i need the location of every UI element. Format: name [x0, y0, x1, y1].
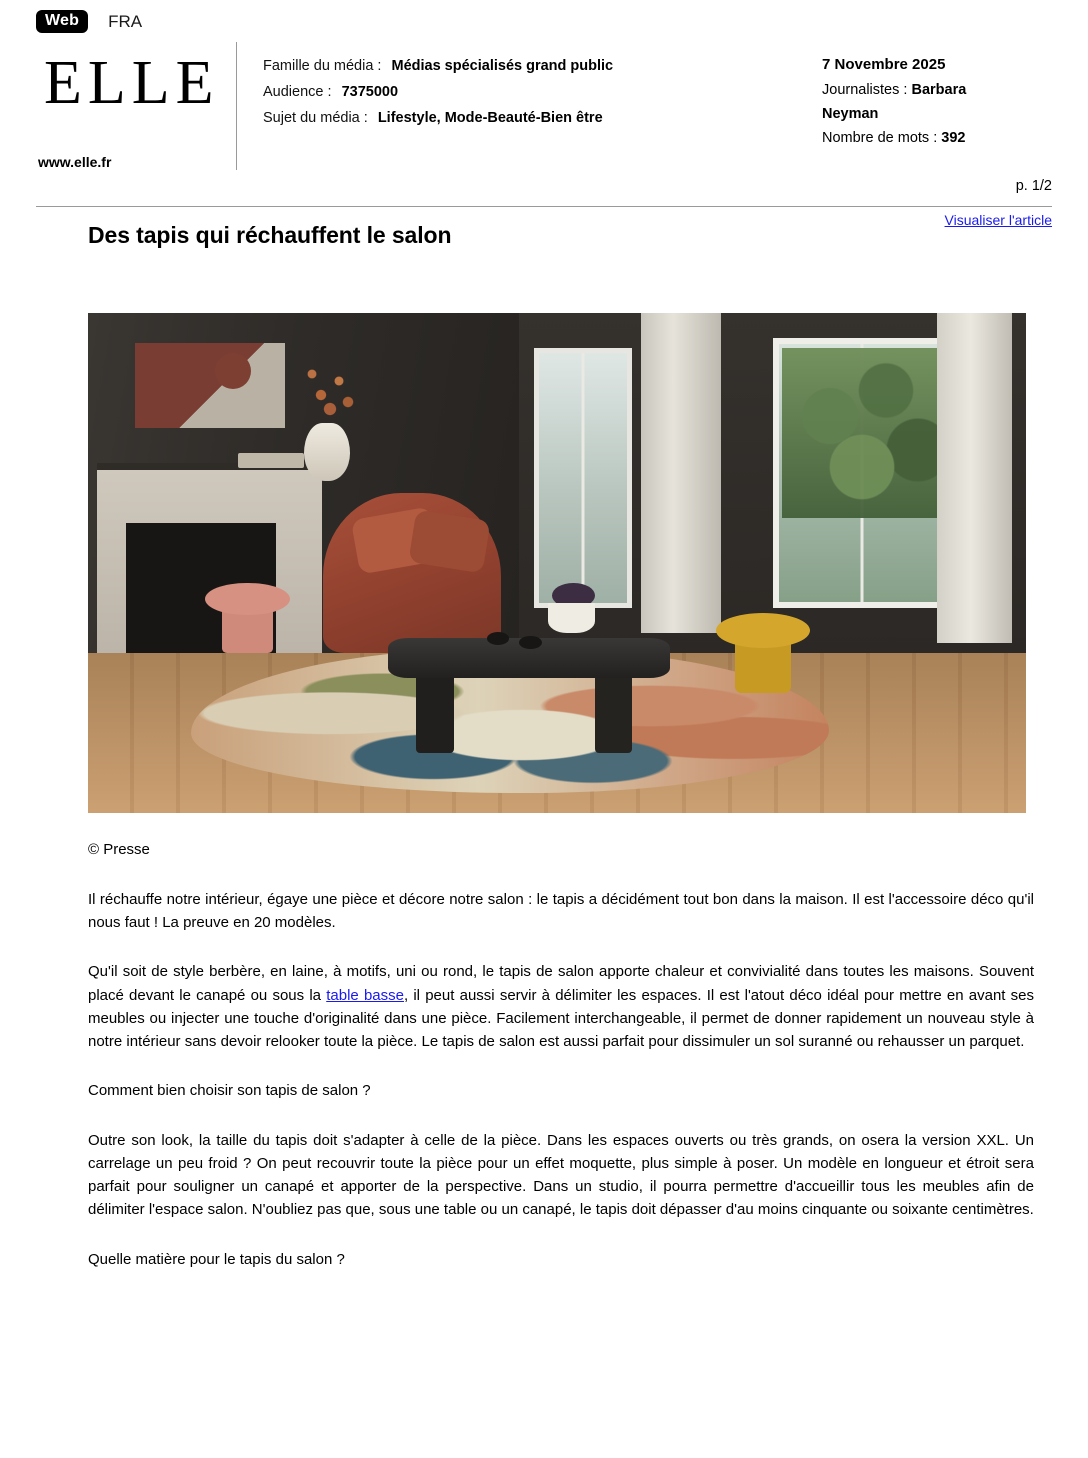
wall-art-circle	[215, 353, 251, 389]
pink-pouf-top	[205, 583, 289, 616]
paragraph-size: Outre son look, la taille du tapis doit s'adapter à celle de la pièce. Dans les espaces ouverts ou très grands, on osera la version XXL. Un carrelage un peu froid ? On peut recouvrir toute la pièce pour un effet moquette, plus simple à poser. Un modèle en longueur et étroit sera parfait pour souligner un canapé et apporter de la perspective. Dans un studio, il pourra permettre d'accueillir tous les meubles afin de délimiter l'espace salon. N'oubliez pas que, sous une table ou un canapé, le tapis doit dépasser d'au moins cinquante ou soixante centimètres.	[88, 1131, 1034, 1219]
yellow-pouf-top	[716, 613, 810, 648]
journalists-label: Journalistes :	[822, 81, 908, 98]
header-divider-horizontal	[36, 206, 1052, 207]
meta-value-media-family: Médias spécialisés grand public	[391, 57, 614, 74]
article-headline: Des tapis qui réchauffent le salon	[88, 221, 452, 248]
header-top-row	[36, 10, 1052, 34]
paragraph-styles-part2: , il peut aussi servir à délimiter les espaces. Il est l'atout déco idéal pour mettre en avant ses meubles ou injecter une touche d'originalité dans une pièce. Facilement interchangeable, il permet de donner rapidement un nouveau style à notre intérieur sans devoir relooker toute la pièce. Le tapis de salon est aussi parfait pour dissimuler un sol suranné ou rehausser un parquet.	[88, 986, 1035, 1051]
paragraph-styles	[88, 960, 1034, 1053]
header-grid	[36, 42, 1052, 170]
journalists-name-last: Neyman	[822, 105, 879, 122]
document-header	[0, 0, 1088, 228]
living-room-scene-image	[88, 313, 1026, 813]
publication-date: 7 Novembre 2025	[822, 55, 946, 73]
window-left	[534, 348, 632, 608]
meta-row-subject	[263, 110, 822, 126]
publication-details	[822, 42, 1052, 170]
meta-label-audience: Audience :	[263, 83, 332, 100]
journalists-row	[822, 82, 1052, 98]
paragraph-intro: Il réchauffe notre intérieur, égaye une pièce et décore notre salon : le tapis a décidément tout bon dans la maison. Il est l'accessoire déco qu'il nous faut ! La preuve en 20 modèles.	[88, 890, 1034, 932]
brand-column	[36, 42, 236, 170]
elle-logo: ELLE	[44, 48, 220, 117]
curtain-right	[937, 313, 1012, 643]
curtain-left	[641, 313, 721, 633]
article-photo	[88, 313, 1026, 813]
meta-value-subject: Lifestyle, Mode-Beauté-Bien être	[377, 109, 603, 126]
media-website: www.elle.fr	[38, 153, 112, 170]
country-code: FRA	[108, 12, 143, 31]
page-indicator: p. 1/2	[1015, 178, 1052, 194]
subheading-choose: Comment bien choisir son tapis de salon ?	[88, 1082, 371, 1100]
meta-row-media-family	[263, 58, 822, 74]
subheading-material: Quelle matière pour le tapis du salon ?	[88, 1250, 345, 1268]
article-text	[88, 888, 1034, 1271]
word-count-value: 392	[941, 129, 966, 146]
word-count-row	[822, 130, 1052, 146]
vase	[304, 423, 350, 481]
view-article-link[interactable]: Visualiser l'article	[944, 212, 1052, 228]
table-basse-link[interactable]: table basse	[326, 986, 404, 1004]
media-metadata	[237, 42, 822, 170]
media-type-badge: Web	[36, 10, 88, 33]
meta-label-media-family: Famille du média :	[263, 57, 382, 74]
photo-credit: © Presse	[88, 840, 150, 858]
books-on-mantel	[238, 453, 304, 468]
fruit-bowl	[548, 603, 595, 633]
word-count-label: Nombre de mots :	[822, 129, 938, 146]
journalists-name-first: Barbara	[911, 81, 967, 98]
foliage-outside-window	[782, 348, 941, 518]
meta-value-audience: 7375000	[341, 83, 399, 100]
meta-row-audience	[263, 84, 822, 100]
article-body	[0, 222, 1088, 1271]
paragraph-styles-part1: Qu'il soit de style berbère, en laine, à motifs, uni ou rond, le tapis de salon apporte chaleur et convivialité dans toutes les maisons. Souvent placé devant le canapé ou sous la	[88, 963, 1034, 1004]
cup-right	[519, 636, 542, 649]
dried-flowers	[285, 353, 375, 423]
wall-artwork	[135, 343, 285, 428]
meta-label-subject: Sujet du média :	[263, 109, 368, 126]
